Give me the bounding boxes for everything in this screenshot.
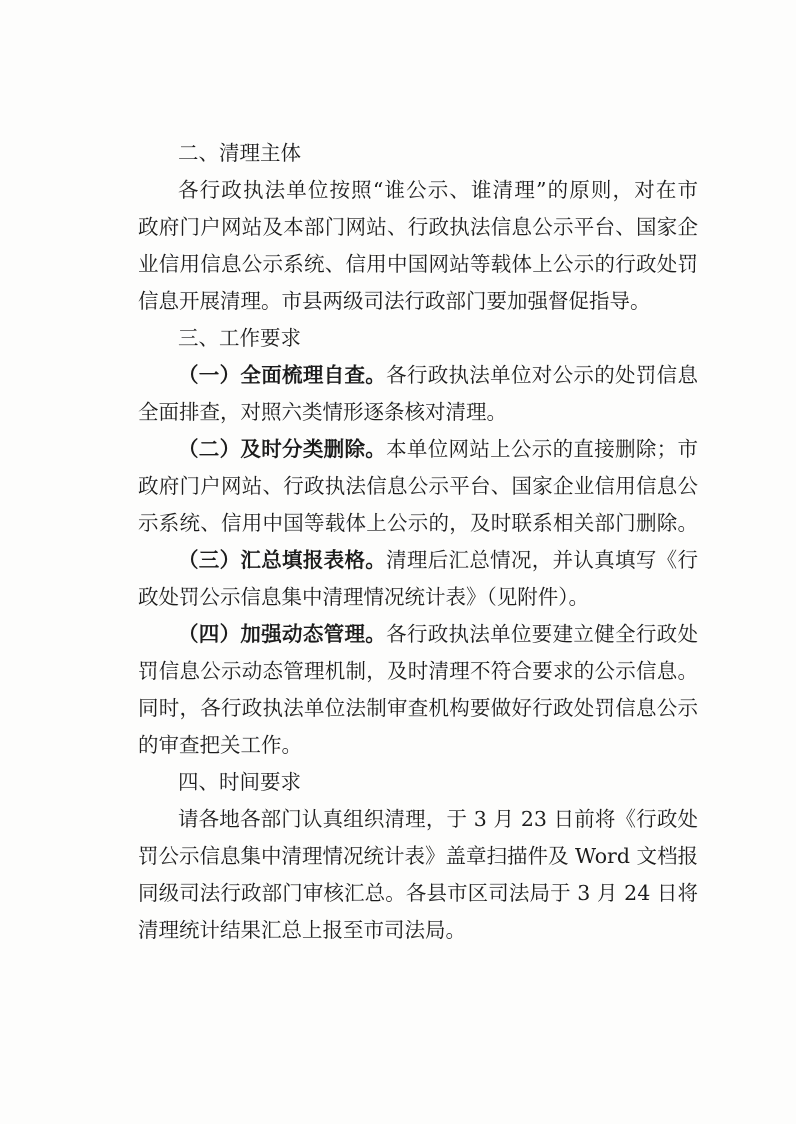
item-4-text: 各行政执法单位要建立健全行政处 [386, 622, 698, 646]
paragraph-line: 清理统计结果汇总上报至市司法局。 [138, 918, 466, 942]
section-heading-4: 四、时间要求 [178, 770, 301, 794]
paragraph-line: 的审查把关工作。 [138, 733, 302, 757]
paragraph-line: 示系统、信用中国等载体上公示的，及时联系相关部门删除。 [138, 511, 698, 535]
item-2-title: （二）及时分类删除。 [178, 437, 387, 461]
paragraph-line: 罚信息公示动态管理机制，及时清理不符合要求的公示信息。 [138, 659, 698, 683]
paragraph-line: 业信用信息公示系统、信用中国网站等载体上公示的行政处罚 [138, 252, 698, 276]
paragraph-line: 政府门户网站及本部门网站、行政执法信息公示平台、国家企 [138, 215, 698, 239]
paragraph-line: 同级司法行政部门审核汇总。各县市区司法局于 3 月 24 日将 [138, 881, 698, 905]
paragraph-line: 罚公示信息集中清理情况统计表》盖章扫描件及 Word 文档报 [138, 844, 698, 868]
paragraph-line: 政府门户网站、行政执法信息公示平台、国家企业信用信息公 [138, 474, 698, 498]
paragraph-line: 全面排查，对照六类情形逐条核对清理。 [138, 400, 507, 424]
item-3-title: （三）汇总填报表格。 [178, 548, 387, 572]
item-2-first-line [138, 431, 698, 468]
item-1-title: （一）全面梳理自查。 [178, 363, 387, 387]
document-body [138, 135, 698, 949]
section-heading-2: 二、清理主体 [178, 141, 301, 165]
section-heading-3: 三、工作要求 [178, 326, 301, 350]
paragraph-line: 各行政执法单位按照“谁公示、谁清理”的原则，对在市 [178, 178, 698, 202]
item-2-text: 本单位网站上公示的直接删除；市 [386, 437, 698, 461]
paragraph-line: 同时，各行政执法单位法制审查机构要做好行政处罚信息公示 [138, 696, 698, 720]
item-3-text: 清理后汇总情况，并认真填写《行 [386, 548, 698, 572]
item-4-first-line [138, 616, 698, 653]
paragraph-line: 信息开展清理。市县两级司法行政部门要加强督促指导。 [138, 289, 651, 313]
item-4-title: （四）加强动态管理。 [178, 622, 387, 646]
paragraph-line: 政处罚公示信息集中清理情况统计表》（见附件）。 [138, 585, 589, 609]
item-1-first-line [138, 357, 698, 394]
item-3-first-line [138, 542, 698, 579]
item-1-text: 各行政执法单位对公示的处罚信息 [386, 363, 698, 387]
paragraph-line: 请各地各部门认真组织清理，于 3 月 23 日前将《行政处 [178, 807, 698, 831]
